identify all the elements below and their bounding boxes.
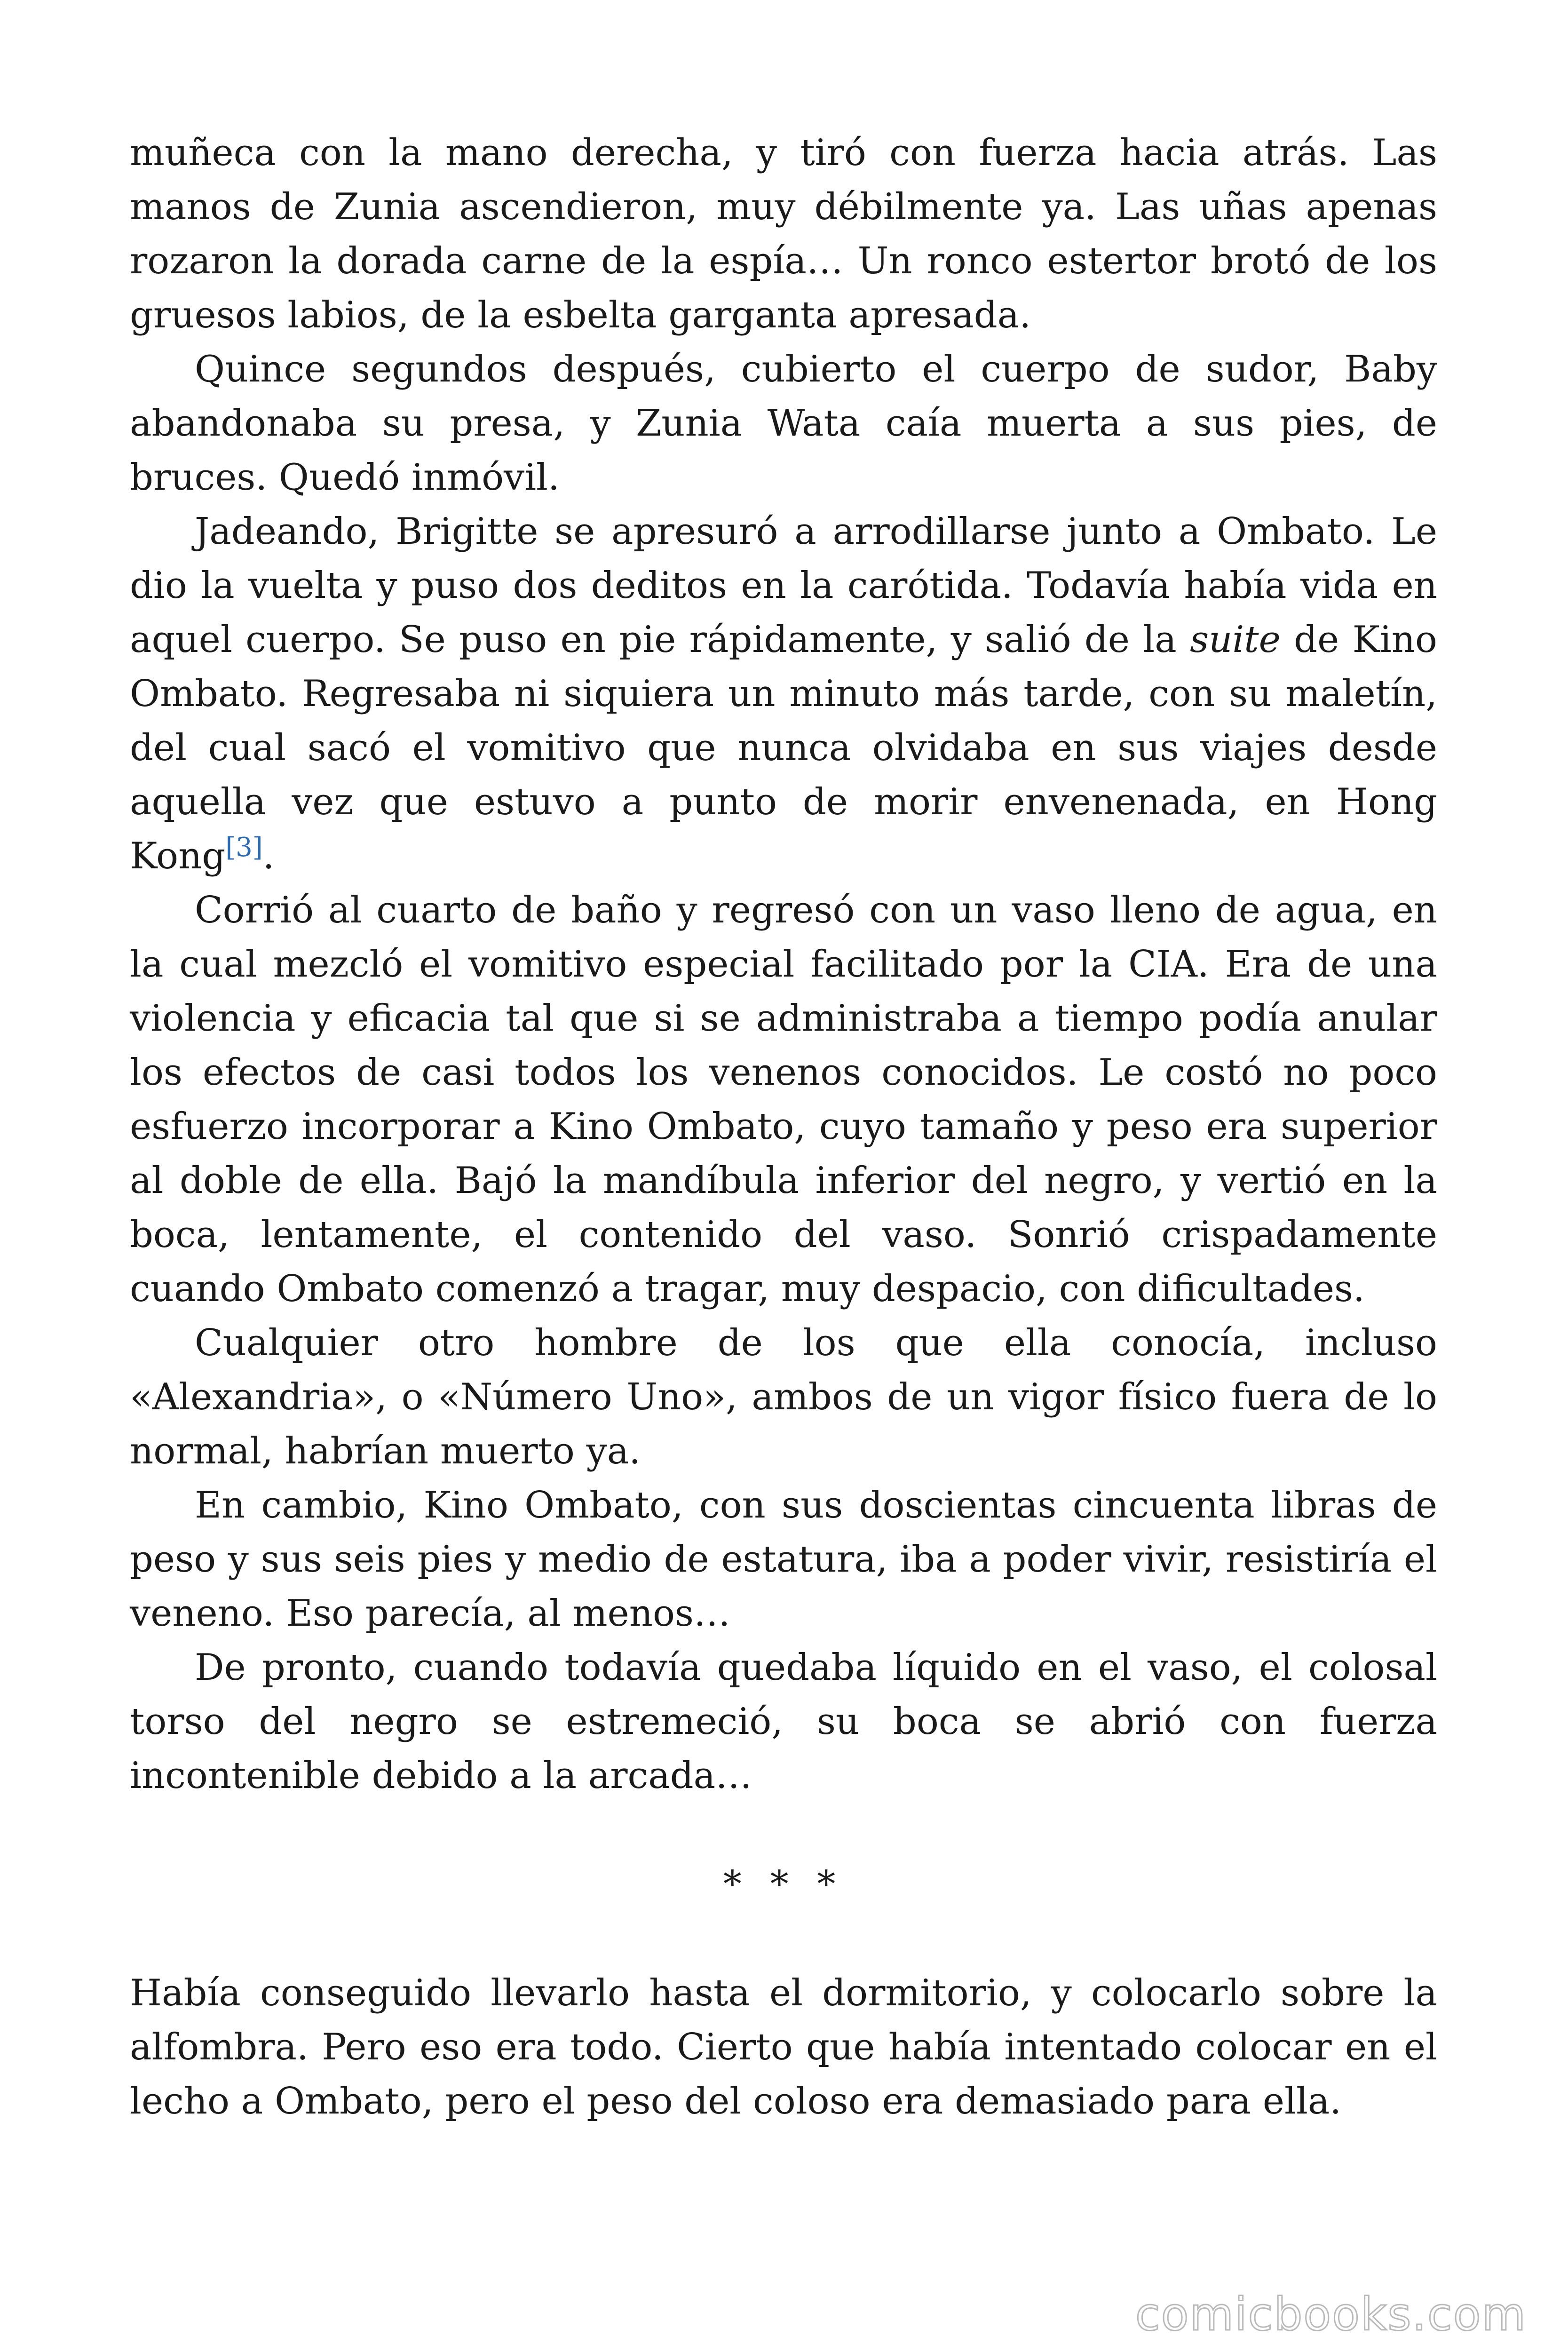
paragraph-2: Quince segundos después, cubierto el cuerpo de sudor, Baby abandonaba su presa, y Zunia Wata caía muerta a sus pies, de bruces. Quedó inmóvil. (130, 348, 1437, 499)
italic-word-suite: suite (1190, 619, 1281, 661)
paragraph-1: muñeca con la mano derecha, y tiró con fuerza hacia atrás. Las manos de Zunia ascendieron, muy débilmente ya. Las uñas apenas rozaron la dorada carne de la espía… Un ronco estertor brotó de los gruesos labios, de la esbelta garganta apresada. (130, 132, 1437, 336)
book-page (130, 126, 1437, 2129)
paragraph-3-text-b: de Kino Ombato. Regresaba ni siquiera un minuto más tarde, con su maletín, del cual sacó el vomitivo que nunca olvidaba en sus viajes desde aquella vez que estuvo a punto de morir envenenada, en Hong Kong (130, 619, 1437, 877)
paragraph-3 (130, 505, 1437, 883)
paragraph-4: Corrió al cuarto de baño y regresó con un vaso lleno de agua, en la cual mezcló el vomitivo especial facilitado por la CIA. Era de una violencia y eficacia tal que si se administraba a tiempo podía anular los efectos de casi todos los venenos conocidos. Le costó no poco esfuerzo incorporar a Kino Ombato, cuyo tamaño y peso era superior al doble de ella. Bajó la mandíbula inferior del negro, y vertió en la boca, lentamente, el contenido del vaso. Sonrió crispadamente cuando Ombato comenzó a tragar, muy despacio, con dificultades. (130, 889, 1437, 1310)
paragraph-7: De pronto, cuando todavía quedaba líquido en el vaso, el colosal torso del negro se estremeció, su boca se abrió con fuerza incontenible debido a la arcada… (130, 1646, 1437, 1797)
paragraph-8: Había conseguido llevarlo hasta el dormitorio, y colocarlo sobre la alfombra. Pero eso era todo. Cierto que había intentado colocar en el lecho a Ombato, pero el peso del coloso era demasiado para ella. (130, 1972, 1437, 2122)
paragraph-6: En cambio, Kino Ombato, con sus doscientas cincuenta libras de peso y sus seis pies y medio de estatura, iba a poder vivir, resistiría el veneno. Eso parecía, al menos… (130, 1484, 1437, 1635)
footnote-link-3[interactable]: [3] (225, 832, 263, 863)
watermark: comicbooks.com (1135, 2288, 1527, 2341)
paragraph-3-end: . (262, 835, 275, 877)
paragraph-5: Cualquier otro hombre de los que ella conocía, incluso «Alexandria», o «Número Uno», ambos de un vigor físico fuera de lo normal, habrían muerto ya. (130, 1322, 1437, 1472)
paragraph-3-text-a: Jadeando, Brigitte se apresuró a arrodillarse junto a Ombato. Le dio la vuelta y puso dos deditos en la carótida. Todavía había vida en aquel cuerpo. Se puso en pie rápidamente, y salió de la (130, 510, 1437, 661)
scene-separator: * * * (723, 1863, 844, 1906)
